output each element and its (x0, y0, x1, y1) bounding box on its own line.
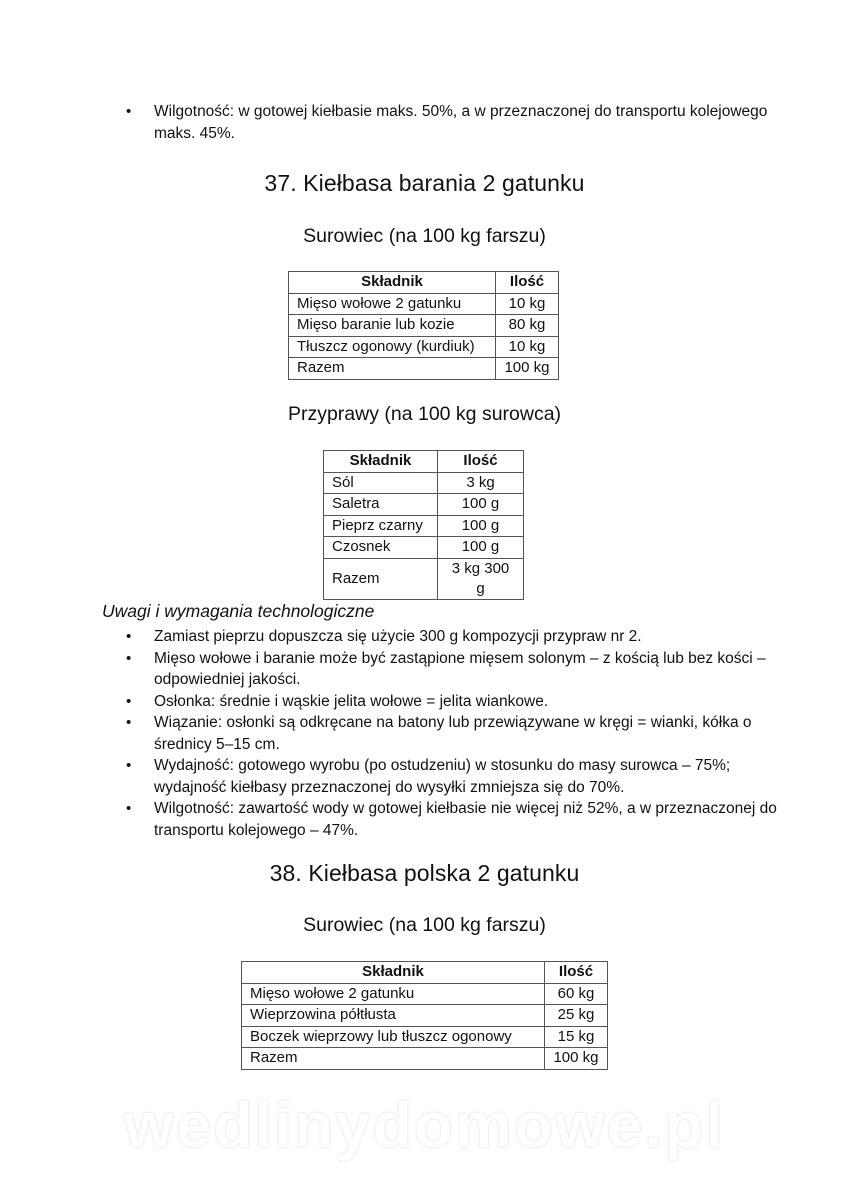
ingredient-cell: Sól (324, 472, 438, 494)
ingredient-cell: Razem (324, 558, 438, 599)
quantity-cell: 80 kg (496, 315, 559, 337)
list-item: • Wydajność: gotowego wyrobu (po ostudzeniu) w stosunku do masy surowca – 75%; wydajność kiełbasy przeznaczonej do wysyłki zmniejsza się do 70%. (102, 755, 782, 798)
column-header: Ilość (496, 272, 559, 294)
quantity-cell: 3 kg 300 g (438, 558, 524, 599)
section-37-raw-title: Surowiec (na 100 kg farszu) (303, 225, 546, 247)
ingredient-cell: Mięso wołowe 2 gatunku (242, 983, 545, 1005)
column-header: Składnik (324, 451, 438, 473)
quantity-cell: 100 g (438, 494, 524, 516)
list-item: • Wiązanie: osłonki są odkręcane na batony lub przewiązywane w kręgi = wianki, kółka o średnicy 5–15 cm. (102, 712, 782, 755)
quantity-cell: 60 kg (545, 983, 608, 1005)
table-row (289, 315, 559, 337)
section-37-raw-table (288, 271, 559, 380)
ingredient-cell: Czosnek (324, 537, 438, 559)
quantity-cell: 15 kg (545, 1026, 608, 1048)
section-38-title: 38. Kiełbasa polska 2 gatunku (269, 860, 580, 886)
ingredient-cell: Tłuszcz ogonowy (kurdiuk) (289, 336, 496, 358)
table-header-row (242, 962, 608, 984)
list-item: • Wilgotność: zawartość wody w gotowej kiełbasie nie więcej niż 52%, a w przeznaczonej do transportu kolejowego – 47%. (102, 798, 782, 841)
table-row (242, 1026, 608, 1048)
quantity-cell: 100 g (438, 515, 524, 537)
column-header: Składnik (289, 272, 496, 294)
quantity-cell: 25 kg (545, 1005, 608, 1027)
table-row (324, 494, 524, 516)
section-38-raw-title: Surowiec (na 100 kg farszu) (303, 914, 546, 936)
table-row (289, 336, 559, 358)
ingredient-cell: Wieprzowina półtłusta (242, 1005, 545, 1027)
ingredient-cell: Razem (289, 358, 496, 380)
section-37-spice-table (323, 450, 524, 600)
list-item: • Zamiast pieprzu dopuszcza się użycie 300 g kompozycji przypraw nr 2. (102, 626, 782, 648)
list-item: • Mięso wołowe i baranie może być zastąpione mięsem solonym – z kością lub bez kości – odpowiedniej jakości. (102, 648, 782, 691)
table-row (289, 358, 559, 380)
column-header: Ilość (545, 962, 608, 984)
list-item: • Osłonka: średnie i wąskie jelita wołowe = jelita wiankowe. (102, 691, 782, 713)
table-row (242, 983, 608, 1005)
table-row (242, 1005, 608, 1027)
ingredient-cell: Razem (242, 1048, 545, 1070)
section-37-spice-title: Przyprawy (na 100 kg surowca) (287, 403, 562, 425)
quantity-cell: 100 g (438, 537, 524, 559)
table-row (324, 472, 524, 494)
ingredient-cell: Mięso wołowe 2 gatunku (289, 293, 496, 315)
table-row (324, 515, 524, 537)
section-38-raw-table (241, 961, 608, 1070)
ingredient-cell: Saletra (324, 494, 438, 516)
table-row (242, 1048, 608, 1070)
top-bullet-list (102, 101, 782, 144)
quantity-cell: 3 kg (438, 472, 524, 494)
table-header-row (324, 451, 524, 473)
notes-title: Uwagi i wymagania technologiczne (102, 601, 375, 621)
quantity-cell: 100 kg (496, 358, 559, 380)
table-header-row (289, 272, 559, 294)
watermark: wedlinydomowe.pl (124, 1089, 725, 1161)
ingredient-cell: Boczek wieprzowy lub tłuszcz ogonowy (242, 1026, 545, 1048)
notes-list (102, 626, 782, 841)
section-37-title: 37. Kiełbasa barania 2 gatunku (264, 170, 585, 196)
quantity-cell: 10 kg (496, 336, 559, 358)
table-row (289, 293, 559, 315)
column-header: Ilość (438, 451, 524, 473)
column-header: Składnik (242, 962, 545, 984)
table-row (324, 537, 524, 559)
quantity-cell: 100 kg (545, 1048, 608, 1070)
ingredient-cell: Pieprz czarny (324, 515, 438, 537)
quantity-cell: 10 kg (496, 293, 559, 315)
table-row (324, 558, 524, 599)
ingredient-cell: Mięso baranie lub kozie (289, 315, 496, 337)
list-item: • Wilgotność: w gotowej kiełbasie maks. 50%, a w przeznaczonej do transportu kolejowego maks. 45%. (102, 101, 782, 144)
